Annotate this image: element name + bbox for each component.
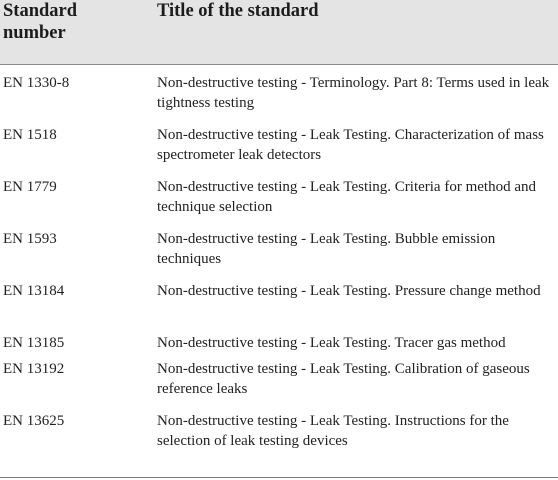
standard-number-cell: EN 13625 [3, 413, 65, 429]
header-standard-number [3, 0, 143, 44]
standard-number-cell: EN 1593 [3, 231, 57, 247]
table-row [0, 411, 558, 463]
header-standard-number-line2: number [3, 23, 66, 43]
standard-title-cell: Non-destructive testing - Leak Testing. Calibration of gaseous reference leaks [157, 361, 530, 397]
standard-number-cell: EN 1518 [3, 127, 57, 143]
standard-number-cell: EN 1779 [3, 179, 57, 195]
standard-title-cell: Non-destructive testing - Leak Testing. Characterization of mass spectrometer leak detectors [157, 127, 544, 163]
table-header [0, 0, 558, 65]
standard-title-cell: Non-destructive testing - Leak Testing. Bubble emission techniques [157, 231, 496, 267]
header-standard-number-line1: Standard [3, 1, 78, 21]
standard-number-cell: EN 13192 [3, 361, 65, 377]
standard-title-cell: Non-destructive testing - Leak Testing. Tracer gas method [157, 335, 506, 351]
table-row [0, 229, 558, 281]
standard-title-cell: Non-destructive testing - Leak Testing. Criteria for method and technique selection [157, 179, 536, 215]
standard-number-cell: EN 13184 [3, 283, 65, 299]
table-body [0, 73, 558, 463]
standard-number-cell: EN 13185 [3, 335, 65, 351]
table-row [0, 359, 558, 411]
header-title-of-standard: Title of the standard [157, 1, 319, 21]
standard-title-cell: Non-destructive testing - Leak Testing. Pressure change method [157, 283, 541, 299]
standard-title-cell: Non-destructive testing - Leak Testing. Instructions for the selection of leak testing devices [157, 413, 509, 449]
table-row [0, 177, 558, 229]
standard-title-cell: Non-destructive testing - Terminology. Part 8: Terms used in leak tightness testing [157, 75, 550, 111]
standard-number-cell: EN 1330-8 [3, 75, 70, 91]
table-row [0, 333, 558, 359]
table-row [0, 73, 558, 125]
table-bottom-rule [0, 477, 558, 478]
table-row [0, 281, 558, 333]
table-row [0, 125, 558, 177]
